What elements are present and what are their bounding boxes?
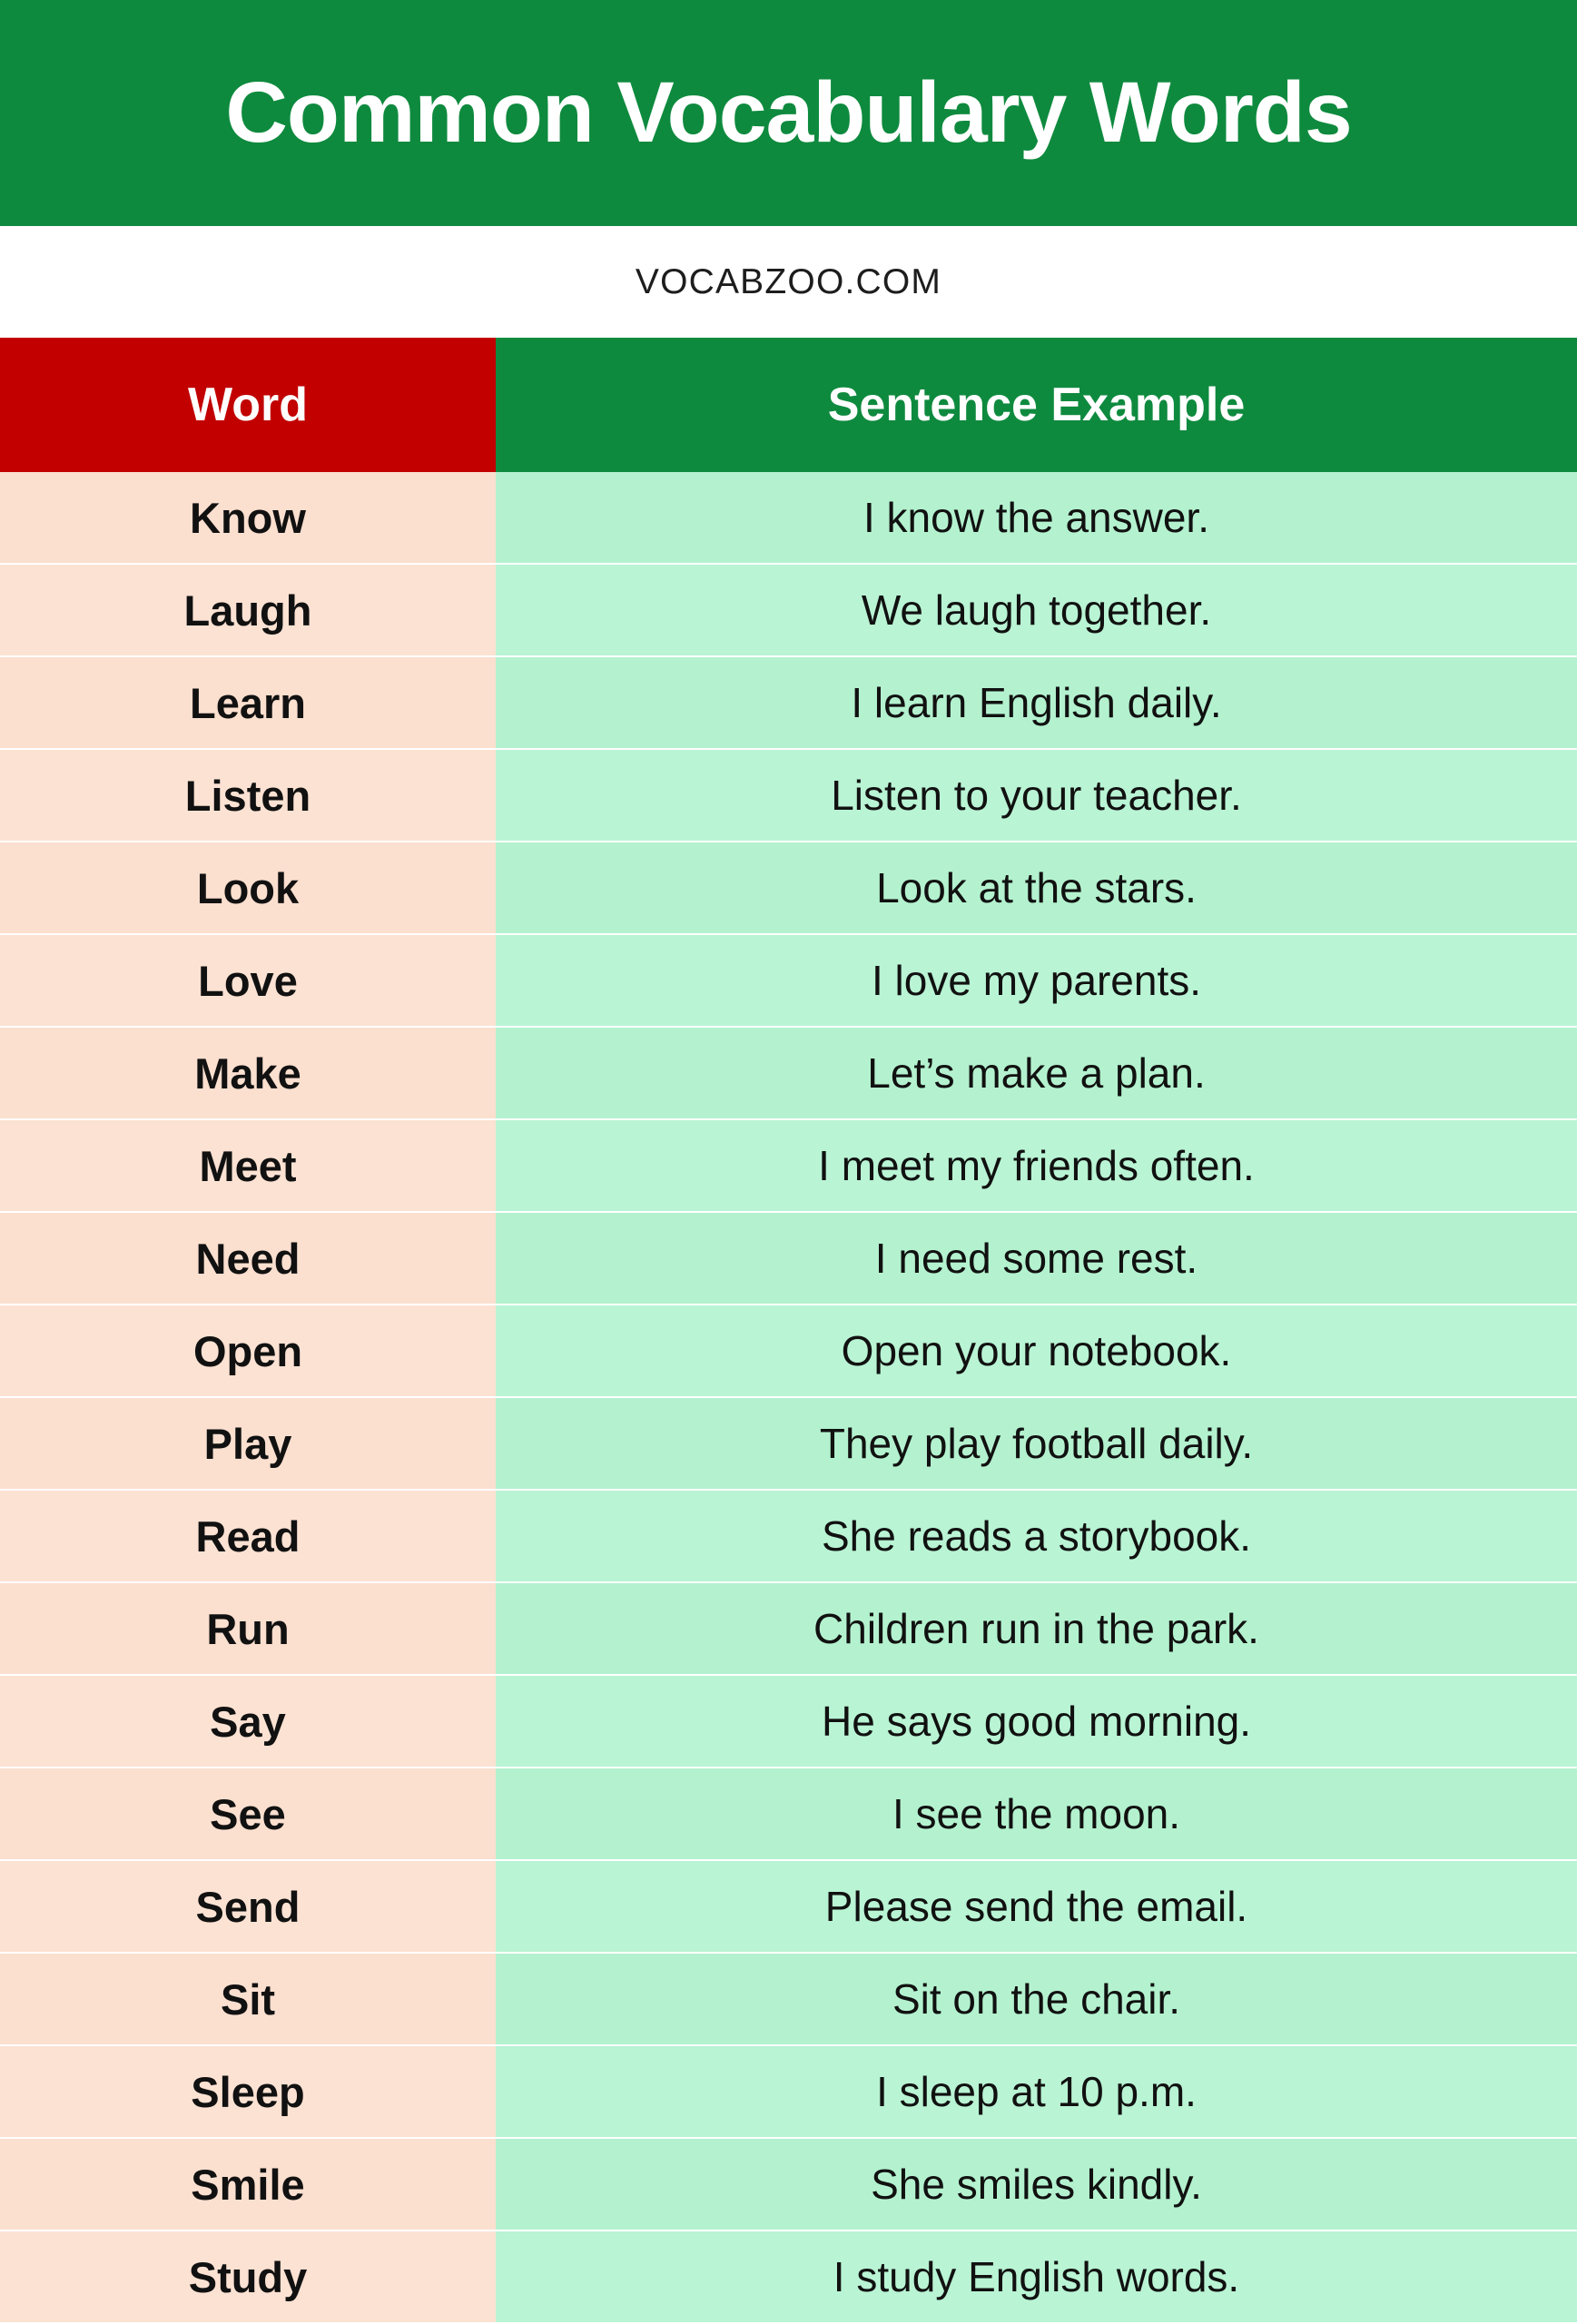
word-text: Meet	[199, 1141, 297, 1190]
sentence-text: She reads a storybook.	[821, 1512, 1252, 1560]
table-row	[0, 2231, 1577, 2324]
table-header-row	[0, 338, 1577, 472]
column-header-word-label: Word	[188, 379, 308, 431]
cell-sentence	[496, 2046, 1577, 2139]
table-row	[0, 1861, 1577, 1954]
cell-word	[0, 842, 496, 935]
cell-word	[0, 2139, 496, 2231]
table-row	[0, 1954, 1577, 2046]
cell-word	[0, 1491, 496, 1583]
word-text: Learn	[190, 678, 306, 727]
cell-sentence	[496, 657, 1577, 750]
cell-sentence	[496, 935, 1577, 1028]
cell-word	[0, 1583, 496, 1676]
cell-sentence	[496, 472, 1577, 565]
cell-word	[0, 2046, 496, 2139]
sentence-text: Look at the stars.	[876, 864, 1197, 911]
cell-word	[0, 1028, 496, 1120]
table-row	[0, 1583, 1577, 1676]
word-text: Send	[195, 1882, 301, 1931]
word-text: Love	[198, 956, 298, 1005]
cell-sentence	[496, 1491, 1577, 1583]
sentence-text: I see the moon.	[892, 1790, 1181, 1837]
cell-sentence	[496, 1120, 1577, 1213]
cell-sentence	[496, 1398, 1577, 1491]
cell-sentence	[496, 750, 1577, 842]
table-row	[0, 1768, 1577, 1861]
cell-word	[0, 1213, 496, 1305]
cell-word	[0, 1398, 496, 1491]
table-row	[0, 657, 1577, 750]
word-text: Read	[195, 1512, 301, 1561]
cell-sentence	[496, 1954, 1577, 2046]
cell-sentence	[496, 2139, 1577, 2231]
word-text: Laugh	[183, 586, 312, 635]
table-row	[0, 1305, 1577, 1398]
page-title: Common Vocabulary Words	[225, 64, 1352, 162]
title-banner	[0, 0, 1577, 226]
word-text: Smile	[191, 2160, 305, 2209]
sentence-text: Let’s make a plan.	[867, 1049, 1206, 1097]
sentence-text: I study English words.	[833, 2253, 1240, 2300]
sentence-text: He says good morning.	[821, 1698, 1252, 1745]
word-text: Know	[190, 493, 306, 542]
sentence-text: Sit on the chair.	[892, 1975, 1181, 2023]
cell-word	[0, 750, 496, 842]
site-line	[0, 226, 1577, 338]
sentence-text: I know the answer.	[863, 494, 1209, 541]
column-header-word	[0, 338, 496, 472]
column-header-sentence-label: Sentence Example	[827, 379, 1246, 431]
word-text: Say	[210, 1697, 286, 1746]
vocabulary-table	[0, 338, 1577, 2324]
table-row	[0, 1398, 1577, 1491]
cell-sentence	[496, 2231, 1577, 2324]
word-text: Sit	[220, 1974, 276, 2024]
cell-sentence	[496, 1028, 1577, 1120]
cell-word	[0, 935, 496, 1028]
word-text: Look	[196, 863, 300, 912]
sentence-text: I meet my friends often.	[818, 1142, 1255, 1189]
cell-word	[0, 1676, 496, 1768]
cell-sentence	[496, 842, 1577, 935]
table-row	[0, 935, 1577, 1028]
cell-word	[0, 1768, 496, 1861]
word-text: Listen	[184, 771, 311, 820]
table-row	[0, 1491, 1577, 1583]
sentence-text: She smiles kindly.	[871, 2161, 1202, 2208]
cell-sentence	[496, 1213, 1577, 1305]
cell-sentence	[496, 565, 1577, 657]
cell-sentence	[496, 1305, 1577, 1398]
cell-sentence	[496, 1583, 1577, 1676]
cell-sentence	[496, 1861, 1577, 1954]
cell-word	[0, 1954, 496, 2046]
table-row	[0, 750, 1577, 842]
table-row	[0, 1676, 1577, 1768]
sentence-text: I love my parents.	[871, 957, 1202, 1004]
sentence-text: Listen to your teacher.	[831, 772, 1242, 819]
cell-sentence	[496, 1768, 1577, 1861]
cell-word	[0, 657, 496, 750]
sentence-text: We laugh together.	[861, 586, 1212, 634]
word-text: Open	[192, 1326, 303, 1375]
word-text: Sleep	[191, 2067, 305, 2116]
sentence-text: Please send the email.	[824, 1883, 1248, 1930]
table-row	[0, 472, 1577, 565]
table-row	[0, 1120, 1577, 1213]
cell-word	[0, 1861, 496, 1954]
sentence-text: I learn English daily.	[851, 679, 1222, 726]
table-row	[0, 565, 1577, 657]
table-row	[0, 842, 1577, 935]
sentence-text: I sleep at 10 p.m.	[876, 2068, 1197, 2115]
word-text: Make	[194, 1049, 301, 1098]
table-row	[0, 1213, 1577, 1305]
cell-sentence	[496, 1676, 1577, 1768]
sentence-text: They play football daily.	[819, 1420, 1254, 1467]
cell-word	[0, 565, 496, 657]
table-row	[0, 2139, 1577, 2231]
word-text: Run	[206, 1604, 290, 1653]
word-text: Play	[203, 1419, 292, 1468]
table-row	[0, 1028, 1577, 1120]
cell-word	[0, 1305, 496, 1398]
sentence-text: Children run in the park.	[813, 1605, 1259, 1652]
word-text: Need	[195, 1234, 301, 1283]
word-text: Study	[188, 2252, 308, 2301]
sentence-text: Open your notebook.	[841, 1327, 1232, 1374]
column-header-sentence	[496, 338, 1577, 472]
cell-word	[0, 472, 496, 565]
cell-word	[0, 2231, 496, 2324]
cell-word	[0, 1120, 496, 1213]
sentence-text: I need some rest.	[874, 1235, 1198, 1282]
table-row	[0, 2046, 1577, 2139]
word-text: See	[210, 1789, 286, 1838]
site-name: VOCABZOO.COM	[635, 261, 942, 301]
